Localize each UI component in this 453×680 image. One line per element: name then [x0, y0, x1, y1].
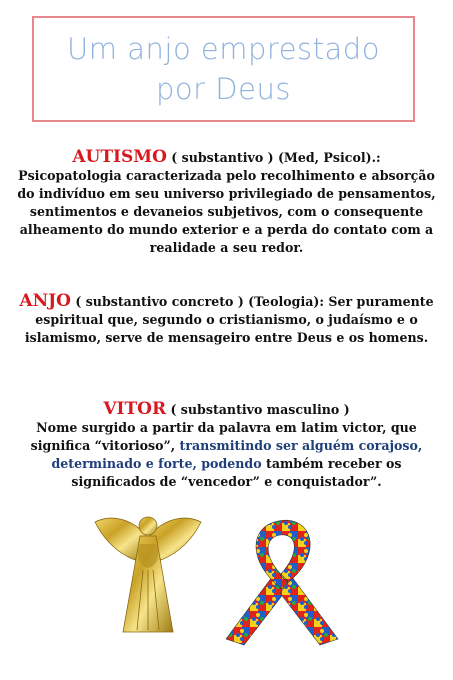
- entry-definition-part-b: também receber os significados de “vencedor” e conquistador”.: [71, 456, 402, 489]
- entry-definition-highlight: transmitindo ser alguém corajoso, determinado e forte, podendo: [51, 438, 423, 471]
- entry-definition: Psicopatologia caracterizada pelo recolhimento e absorção do indivíduo em seu universo privilegiado de pensamentos, sentimentos e devaneios subjetivos, com o consequente alheamento do mundo exterior e a perda do contato com a realidade a seu redor.: [17, 168, 436, 255]
- gold-angel-icon: [93, 508, 203, 638]
- entry-definition-part-a: Nome surgido a partir da palavra em latim victor, que significa “vitorioso”,: [30, 420, 417, 453]
- entry-word: AUTISMO: [72, 147, 167, 167]
- entry-vitor: [14, 400, 439, 491]
- entry-word: ANJO: [19, 291, 71, 311]
- title-line-2: por Deus: [156, 72, 291, 106]
- title-box: [32, 16, 415, 122]
- entry-autismo: [14, 148, 439, 257]
- title-line-1: Um anjo emprestado: [67, 32, 380, 66]
- entry-anjo: [14, 292, 439, 347]
- entry-grammar: ( substantivo masculino ): [166, 402, 350, 417]
- entry-grammar-definition: ( substantivo concreto ) (Teologia): Ser puramente espiritual que, segundo o cristianismo, o judaísmo e o islamismo, serve de mensageiro entre Deus e os homens.: [24, 294, 434, 345]
- entry-grammar: ( substantivo ) (Med, Psicol).:: [166, 150, 381, 165]
- puzzle-ribbon-icon: [218, 515, 346, 647]
- entry-word: VITOR: [103, 399, 167, 419]
